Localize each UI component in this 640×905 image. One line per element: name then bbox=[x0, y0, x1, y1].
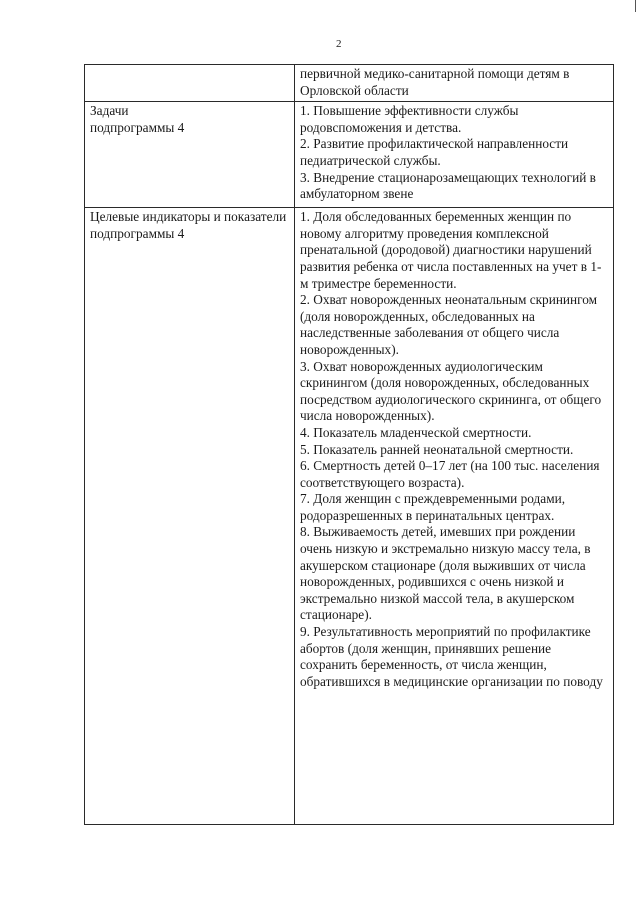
indicator-item: 1. Доля обследованных беременных женщин по новому алгоритму проведения комплексной пренатальной (дородовой) диагностики нарушений развития ребенка от числа поставленных на учет в 1-м триместре беременности. bbox=[299, 209, 602, 291]
task-item: 2. Развитие профилактической направленности педиатрической службы. bbox=[299, 136, 569, 168]
indicator-item: 9. Результативность мероприятий по профилактике абортов (доля женщин, принявших решение сохранить беременность, от числа женщин, обратившихся в медицинские организации по поводу bbox=[299, 624, 603, 689]
row-content-indicators bbox=[294, 208, 613, 825]
page-number: 2 bbox=[336, 38, 342, 50]
task-item: 3. Внедрение стационарозамещающих технологий в амбулаторном звене bbox=[299, 169, 596, 202]
indicator-item: 3. Охват новорожденных аудиологическим скринингом (доля новорожденных, обследованных посредством аудиологического скрининга, от общего числа новорожденных). bbox=[299, 358, 602, 424]
task-item: 1. Повышение эффективности службы родовспоможения и детства. bbox=[299, 103, 519, 135]
row-content-tasks bbox=[294, 102, 613, 208]
table-row-tasks bbox=[85, 102, 614, 208]
table-row-indicators bbox=[85, 208, 614, 825]
row-label-tasks: Задачи подпрограммы 4 bbox=[85, 102, 295, 208]
scan-edge-mark bbox=[635, 0, 636, 12]
row-content-continued bbox=[294, 65, 613, 102]
row-label-empty bbox=[85, 65, 295, 102]
program-passport-table bbox=[84, 64, 614, 825]
indicator-item: 5. Показатель ранней неонатальной смертности. bbox=[299, 441, 574, 457]
continued-text: первичной медико-санитарной помощи детям в Орловской области bbox=[299, 66, 570, 98]
indicator-item: 6. Смертность детей 0–17 лет (на 100 тыс. населения соответствующего возраста). bbox=[299, 458, 600, 490]
indicator-item: 8. Выживаемость детей, имевших при рождении очень низкую и экстремально низкую массу тела, в акушерском стационаре (доля выживших от числа новорожденных, родившихся с очень низкой и экстремально низкой массой тела, в акушерском стационаре). bbox=[299, 524, 591, 623]
indicator-item: 7. Доля женщин с преждевременными родами, родоразрешенных в перинатальных центрах. bbox=[299, 491, 566, 523]
table-row-continued bbox=[85, 65, 614, 102]
indicator-item: 4. Показатель младенческой смертности. bbox=[299, 424, 532, 440]
indicator-item: 2. Охват новорожденных неонатальным скринингом (доля новорожденных, обследованных на наследственные заболевания от общего числа новорожденных). bbox=[299, 292, 598, 357]
row-label-indicators: Целевые индикаторы и показатели подпрограммы 4 bbox=[85, 208, 295, 825]
